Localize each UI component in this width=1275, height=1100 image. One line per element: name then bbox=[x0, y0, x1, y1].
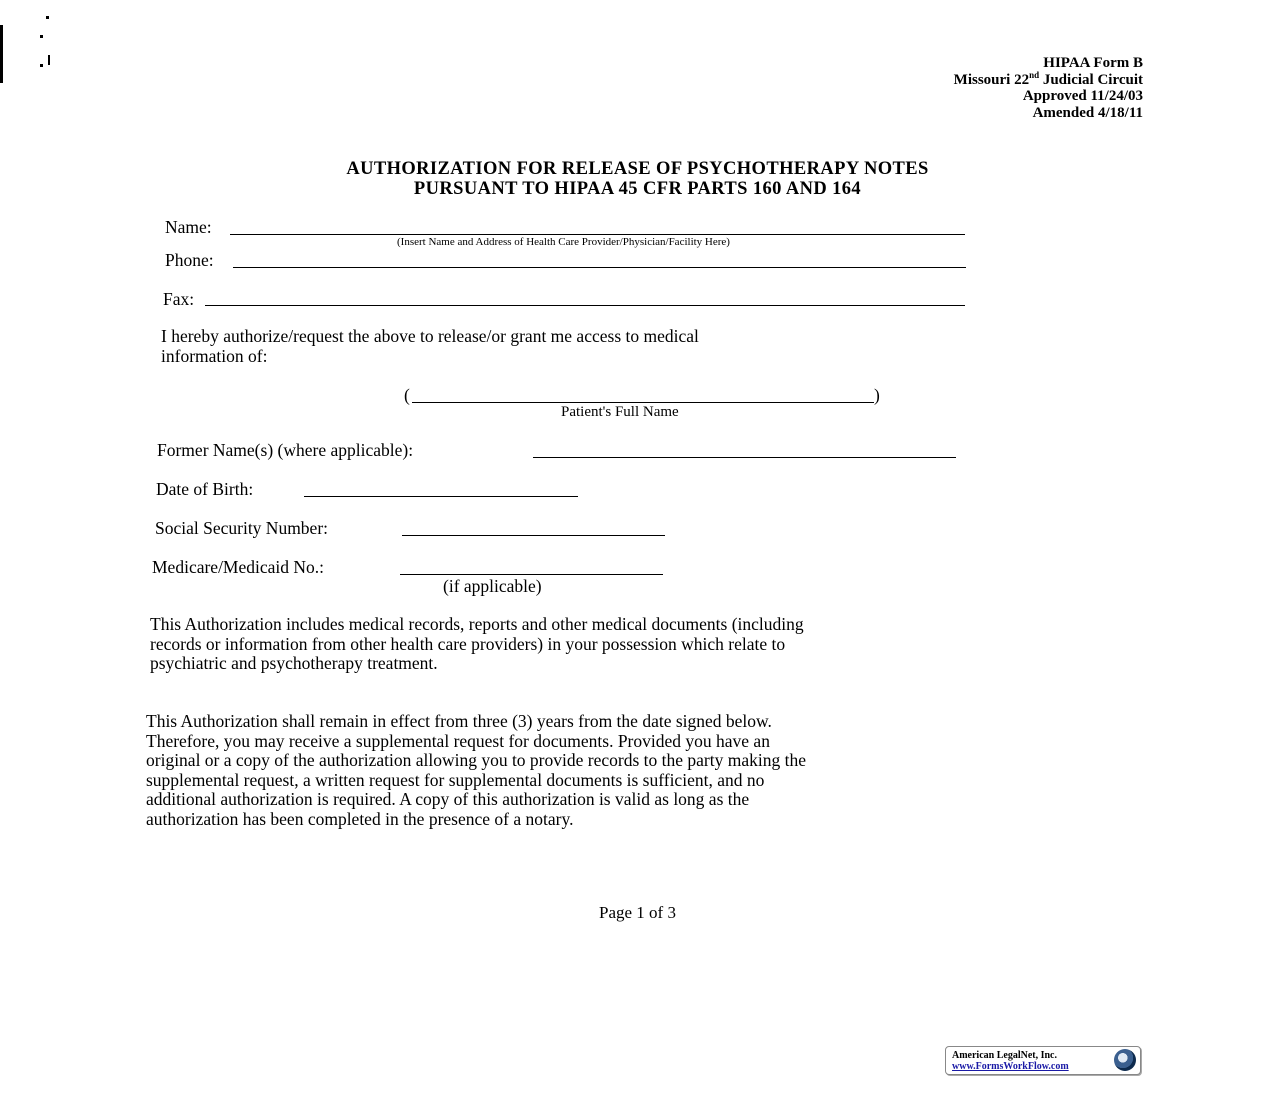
patient-full-name-field[interactable] bbox=[412, 402, 874, 403]
document-title bbox=[0, 159, 1275, 199]
former-names-field[interactable] bbox=[533, 457, 956, 458]
records-scope-paragraph bbox=[150, 615, 804, 674]
patient-full-name-caption: Patient's Full Name bbox=[561, 404, 679, 420]
circuit-suffix: Judicial Circuit bbox=[1039, 71, 1143, 88]
medicare-hint: (if applicable) bbox=[443, 576, 542, 596]
provider-phone-label: Phone: bbox=[165, 250, 214, 270]
ssn-field[interactable] bbox=[402, 535, 665, 536]
scan-artifact-speck bbox=[40, 35, 43, 38]
globe-icon bbox=[1114, 1049, 1136, 1071]
paragraph-line: supplemental request, a written request for supplemental documents is sufficient, and no bbox=[146, 769, 765, 790]
provider-fax-field[interactable] bbox=[205, 305, 965, 306]
title-line-1: AUTHORIZATION FOR RELEASE OF PSYCHOTHERAPY NOTES bbox=[346, 159, 929, 179]
ssn-label: Social Security Number: bbox=[155, 518, 329, 538]
dob-field[interactable] bbox=[304, 496, 578, 497]
authorize-line-2: information of: bbox=[161, 345, 268, 366]
patient-close-paren: ) bbox=[874, 385, 880, 405]
authorize-line-1: I hereby authorize/request the above to release/or grant me access to medical bbox=[161, 326, 699, 346]
title-line-2: PURSUANT TO HIPAA 45 CFR PARTS 160 AND 164 bbox=[413, 179, 862, 199]
paragraph-line: authorization has been completed in the presence of a notary. bbox=[146, 808, 574, 829]
patient-open-paren: ( bbox=[404, 385, 410, 405]
approved-date: Approved 11/24/03 bbox=[1022, 88, 1143, 104]
paragraph-line: psychiatric and psychotherapy treatment. bbox=[150, 653, 438, 673]
publisher-logo[interactable] bbox=[945, 1046, 1141, 1075]
circuit-line bbox=[953, 69, 1143, 89]
dob-label: Date of Birth: bbox=[156, 479, 254, 499]
provider-phone-field[interactable] bbox=[233, 267, 966, 268]
amended-date: Amended 4/18/11 bbox=[1032, 104, 1143, 121]
provider-name-hint: (Insert Name and Address of Health Care Provider/Physician/Facility Here) bbox=[397, 236, 730, 248]
paragraph-line: additional authorization is required. A copy of this authorization is valid as long as the bbox=[146, 789, 750, 809]
paragraph-line: records or information from other health care providers) in your possession which relate to bbox=[150, 633, 786, 654]
authorize-statement bbox=[161, 327, 699, 366]
logo-url-link[interactable]: www.FormsWorkFlow.com bbox=[952, 1061, 1069, 1072]
provider-name-field[interactable] bbox=[230, 234, 965, 235]
scan-artifact-speck bbox=[46, 16, 49, 19]
paragraph-line: Therefore, you may receive a supplemental request for documents. Provided you have an bbox=[146, 730, 770, 751]
validity-paragraph bbox=[146, 712, 806, 829]
page-number: Page 1 of 3 bbox=[599, 903, 676, 922]
medicare-label: Medicare/Medicaid No.: bbox=[152, 557, 325, 577]
scan-artifact-speck bbox=[40, 64, 43, 67]
provider-fax-label: Fax: bbox=[163, 289, 195, 309]
form-name: HIPAA Form B bbox=[1043, 55, 1143, 71]
paragraph-line: This Authorization includes medical records, reports and other medical documents (including bbox=[150, 614, 804, 634]
circuit-prefix: Missouri 22 bbox=[953, 71, 1030, 88]
former-names-label: Former Name(s) (where applicable): bbox=[157, 440, 414, 460]
scan-artifact-bar bbox=[0, 25, 3, 83]
circuit-sup: nd bbox=[1029, 69, 1040, 80]
provider-name-label: Name: bbox=[165, 217, 212, 237]
logo-company: American LegalNet, Inc. bbox=[952, 1050, 1057, 1061]
scan-artifact-speck bbox=[48, 55, 50, 65]
paragraph-line: original or a copy of the authorization allowing you to provide records to the party making the bbox=[146, 750, 806, 770]
form-header bbox=[954, 55, 1143, 121]
paragraph-line: This Authorization shall remain in effect from three (3) years from the date signed below. bbox=[146, 711, 772, 731]
medicare-field[interactable] bbox=[400, 574, 663, 575]
